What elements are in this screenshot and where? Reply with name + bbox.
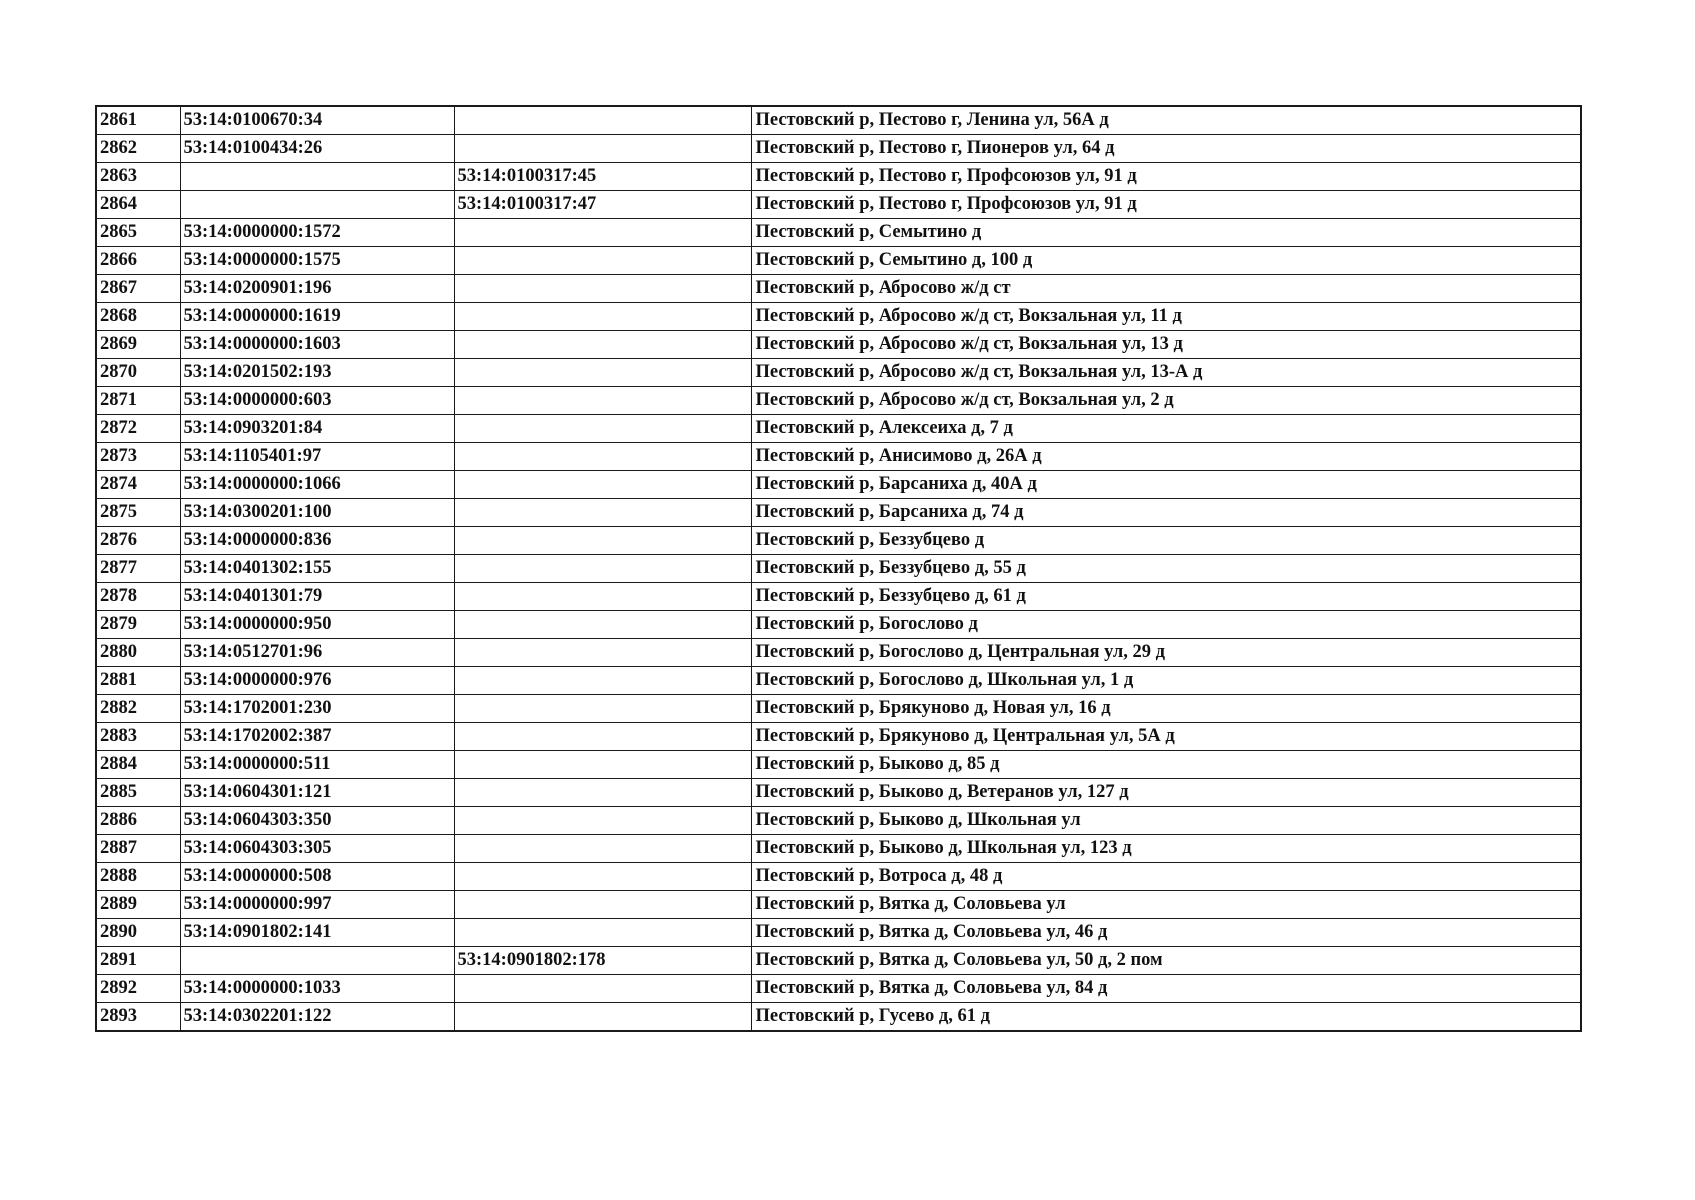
land-cadastral-number-cell: 53:14:0000000:508: [180, 863, 454, 891]
row-number-cell: 2891: [96, 947, 180, 975]
table-row: [96, 1003, 1581, 1032]
row-number-cell: 2865: [96, 219, 180, 247]
row-number-cell: 2881: [96, 667, 180, 695]
building-cadastral-number-cell: [454, 527, 751, 555]
table-row: [96, 247, 1581, 275]
table-row: [96, 387, 1581, 415]
row-number-cell: 2873: [96, 443, 180, 471]
building-cadastral-number-cell: [454, 359, 751, 387]
table-row: [96, 891, 1581, 919]
building-cadastral-number-cell: [454, 499, 751, 527]
land-cadastral-number-cell: 53:14:0100670:34: [180, 106, 454, 135]
row-number-cell: 2882: [96, 695, 180, 723]
row-number-cell: 2890: [96, 919, 180, 947]
row-number-cell: 2880: [96, 639, 180, 667]
building-cadastral-number-cell: 53:14:0100317:45: [454, 163, 751, 191]
land-cadastral-number-cell: 53:14:0903201:84: [180, 415, 454, 443]
table-row: [96, 191, 1581, 219]
address-cell: Пестовский р, Брякуново д, Новая ул, 16 д: [751, 695, 1581, 723]
building-cadastral-number-cell: [454, 555, 751, 583]
table-row: [96, 919, 1581, 947]
address-cell: Пестовский р, Вятка д, Соловьева ул, 84 д: [751, 975, 1581, 1003]
building-cadastral-number-cell: [454, 275, 751, 303]
building-cadastral-number-cell: [454, 1003, 751, 1032]
land-cadastral-number-cell: 53:14:0302201:122: [180, 1003, 454, 1032]
address-cell: Пестовский р, Барсаниха д, 74 д: [751, 499, 1581, 527]
land-cadastral-number-cell: 53:14:0000000:511: [180, 751, 454, 779]
table-row: [96, 135, 1581, 163]
building-cadastral-number-cell: [454, 219, 751, 247]
table-row: [96, 807, 1581, 835]
land-cadastral-number-cell: 53:14:0401301:79: [180, 583, 454, 611]
address-cell: Пестовский р, Быково д, 85 д: [751, 751, 1581, 779]
address-cell: Пестовский р, Пестово г, Ленина ул, 56А д: [751, 106, 1581, 135]
row-number-cell: 2877: [96, 555, 180, 583]
land-cadastral-number-cell: [180, 191, 454, 219]
building-cadastral-number-cell: [454, 695, 751, 723]
building-cadastral-number-cell: 53:14:0901802:178: [454, 947, 751, 975]
table-row: [96, 219, 1581, 247]
building-cadastral-number-cell: [454, 611, 751, 639]
building-cadastral-number-cell: [454, 667, 751, 695]
address-cell: Пестовский р, Вотроса д, 48 д: [751, 863, 1581, 891]
land-cadastral-number-cell: 53:14:0512701:96: [180, 639, 454, 667]
row-number-cell: 2863: [96, 163, 180, 191]
row-number-cell: 2893: [96, 1003, 180, 1032]
land-cadastral-number-cell: 53:14:0201502:193: [180, 359, 454, 387]
table-row: [96, 471, 1581, 499]
table-row: [96, 359, 1581, 387]
row-number-cell: 2876: [96, 527, 180, 555]
land-cadastral-number-cell: 53:14:0100434:26: [180, 135, 454, 163]
land-cadastral-number-cell: 53:14:0000000:1575: [180, 247, 454, 275]
building-cadastral-number-cell: [454, 303, 751, 331]
land-cadastral-number-cell: [180, 947, 454, 975]
table-row: [96, 527, 1581, 555]
land-cadastral-number-cell: 53:14:0000000:1619: [180, 303, 454, 331]
land-cadastral-number-cell: 53:14:0000000:1033: [180, 975, 454, 1003]
building-cadastral-number-cell: [454, 471, 751, 499]
building-cadastral-number-cell: [454, 639, 751, 667]
address-cell: Пестовский р, Барсаниха д, 40А д: [751, 471, 1581, 499]
row-number-cell: 2862: [96, 135, 180, 163]
row-number-cell: 2874: [96, 471, 180, 499]
table-row: [96, 275, 1581, 303]
row-number-cell: 2879: [96, 611, 180, 639]
table-row: [96, 331, 1581, 359]
building-cadastral-number-cell: [454, 443, 751, 471]
address-cell: Пестовский р, Абросово ж/д ст, Вокзальная ул, 13-А д: [751, 359, 1581, 387]
table-row: [96, 751, 1581, 779]
address-cell: Пестовский р, Абросово ж/д ст: [751, 275, 1581, 303]
building-cadastral-number-cell: [454, 415, 751, 443]
building-cadastral-number-cell: [454, 247, 751, 275]
address-cell: Пестовский р, Алексеиха д, 7 д: [751, 415, 1581, 443]
land-cadastral-number-cell: 53:14:0401302:155: [180, 555, 454, 583]
building-cadastral-number-cell: [454, 387, 751, 415]
address-cell: Пестовский р, Богослово д, Школьная ул, 1 д: [751, 667, 1581, 695]
building-cadastral-number-cell: [454, 975, 751, 1003]
building-cadastral-number-cell: [454, 835, 751, 863]
address-cell: Пестовский р, Богослово д: [751, 611, 1581, 639]
land-cadastral-number-cell: 53:14:1702001:230: [180, 695, 454, 723]
row-number-cell: 2870: [96, 359, 180, 387]
table-row: [96, 975, 1581, 1003]
table-row: [96, 723, 1581, 751]
row-number-cell: 2866: [96, 247, 180, 275]
address-cell: Пестовский р, Быково д, Школьная ул, 123 д: [751, 835, 1581, 863]
land-cadastral-number-cell: 53:14:0604303:350: [180, 807, 454, 835]
land-cadastral-number-cell: 53:14:0000000:1572: [180, 219, 454, 247]
table-row: [96, 499, 1581, 527]
row-number-cell: 2869: [96, 331, 180, 359]
address-cell: Пестовский р, Богослово д, Центральная ул, 29 д: [751, 639, 1581, 667]
table-row: [96, 835, 1581, 863]
address-cell: Пестовский р, Пестово г, Профсоюзов ул, 91 д: [751, 191, 1581, 219]
row-number-cell: 2875: [96, 499, 180, 527]
address-cell: Пестовский р, Абросово ж/д ст, Вокзальная ул, 2 д: [751, 387, 1581, 415]
building-cadastral-number-cell: 53:14:0100317:47: [454, 191, 751, 219]
land-cadastral-number-cell: 53:14:1105401:97: [180, 443, 454, 471]
row-number-cell: 2886: [96, 807, 180, 835]
row-number-cell: 2889: [96, 891, 180, 919]
building-cadastral-number-cell: [454, 331, 751, 359]
row-number-cell: 2885: [96, 779, 180, 807]
table-row: [96, 947, 1581, 975]
land-cadastral-number-cell: 53:14:0901802:141: [180, 919, 454, 947]
building-cadastral-number-cell: [454, 723, 751, 751]
row-number-cell: 2872: [96, 415, 180, 443]
table-row: [96, 583, 1581, 611]
row-number-cell: 2878: [96, 583, 180, 611]
table-row: [96, 639, 1581, 667]
address-cell: Пестовский р, Анисимово д, 26А д: [751, 443, 1581, 471]
table-row: [96, 555, 1581, 583]
address-cell: Пестовский р, Гусево д, 61 д: [751, 1003, 1581, 1032]
building-cadastral-number-cell: [454, 135, 751, 163]
land-cadastral-number-cell: 53:14:0000000:950: [180, 611, 454, 639]
address-cell: Пестовский р, Вятка д, Соловьева ул, 46 д: [751, 919, 1581, 947]
address-cell: Пестовский р, Семытино д, 100 д: [751, 247, 1581, 275]
land-cadastral-number-cell: 53:14:0000000:1603: [180, 331, 454, 359]
address-cell: Пестовский р, Абросово ж/д ст, Вокзальная ул, 13 д: [751, 331, 1581, 359]
land-cadastral-number-cell: 53:14:0000000:1066: [180, 471, 454, 499]
row-number-cell: 2861: [96, 106, 180, 135]
row-number-cell: 2864: [96, 191, 180, 219]
building-cadastral-number-cell: [454, 779, 751, 807]
land-cadastral-number-cell: 53:14:1702002:387: [180, 723, 454, 751]
address-cell: Пестовский р, Вятка д, Соловьева ул, 50 д, 2 пом: [751, 947, 1581, 975]
address-cell: Пестовский р, Беззубцево д, 61 д: [751, 583, 1581, 611]
registry-table: [95, 105, 1582, 1032]
row-number-cell: 2888: [96, 863, 180, 891]
address-cell: Пестовский р, Брякуново д, Центральная ул, 5А д: [751, 723, 1581, 751]
table-row: [96, 443, 1581, 471]
address-cell: Пестовский р, Семытино д: [751, 219, 1581, 247]
address-cell: Пестовский р, Пестово г, Профсоюзов ул, 91 д: [751, 163, 1581, 191]
table-row: [96, 163, 1581, 191]
land-cadastral-number-cell: 53:14:0000000:603: [180, 387, 454, 415]
land-cadastral-number-cell: 53:14:0200901:196: [180, 275, 454, 303]
table-row: [96, 106, 1581, 135]
address-cell: Пестовский р, Абросово ж/д ст, Вокзальная ул, 11 д: [751, 303, 1581, 331]
building-cadastral-number-cell: [454, 807, 751, 835]
address-cell: Пестовский р, Вятка д, Соловьева ул: [751, 891, 1581, 919]
row-number-cell: 2868: [96, 303, 180, 331]
registry-table-body: [96, 106, 1581, 1031]
table-row: [96, 779, 1581, 807]
building-cadastral-number-cell: [454, 751, 751, 779]
address-cell: Пестовский р, Беззубцево д, 55 д: [751, 555, 1581, 583]
table-row: [96, 863, 1581, 891]
row-number-cell: 2887: [96, 835, 180, 863]
land-cadastral-number-cell: 53:14:0000000:836: [180, 527, 454, 555]
table-row: [96, 695, 1581, 723]
address-cell: Пестовский р, Быково д, Школьная ул: [751, 807, 1581, 835]
land-cadastral-number-cell: 53:14:0000000:976: [180, 667, 454, 695]
row-number-cell: 2871: [96, 387, 180, 415]
land-cadastral-number-cell: 53:14:0000000:997: [180, 891, 454, 919]
land-cadastral-number-cell: [180, 163, 454, 191]
table-row: [96, 611, 1581, 639]
row-number-cell: 2867: [96, 275, 180, 303]
land-cadastral-number-cell: 53:14:0604301:121: [180, 779, 454, 807]
address-cell: Пестовский р, Быково д, Ветеранов ул, 127 д: [751, 779, 1581, 807]
row-number-cell: 2884: [96, 751, 180, 779]
land-cadastral-number-cell: 53:14:0300201:100: [180, 499, 454, 527]
table-row: [96, 303, 1581, 331]
row-number-cell: 2883: [96, 723, 180, 751]
row-number-cell: 2892: [96, 975, 180, 1003]
address-cell: Пестовский р, Беззубцево д: [751, 527, 1581, 555]
building-cadastral-number-cell: [454, 891, 751, 919]
land-cadastral-number-cell: 53:14:0604303:305: [180, 835, 454, 863]
building-cadastral-number-cell: [454, 919, 751, 947]
building-cadastral-number-cell: [454, 106, 751, 135]
building-cadastral-number-cell: [454, 583, 751, 611]
table-row: [96, 667, 1581, 695]
table-row: [96, 415, 1581, 443]
building-cadastral-number-cell: [454, 863, 751, 891]
address-cell: Пестовский р, Пестово г, Пионеров ул, 64 д: [751, 135, 1581, 163]
